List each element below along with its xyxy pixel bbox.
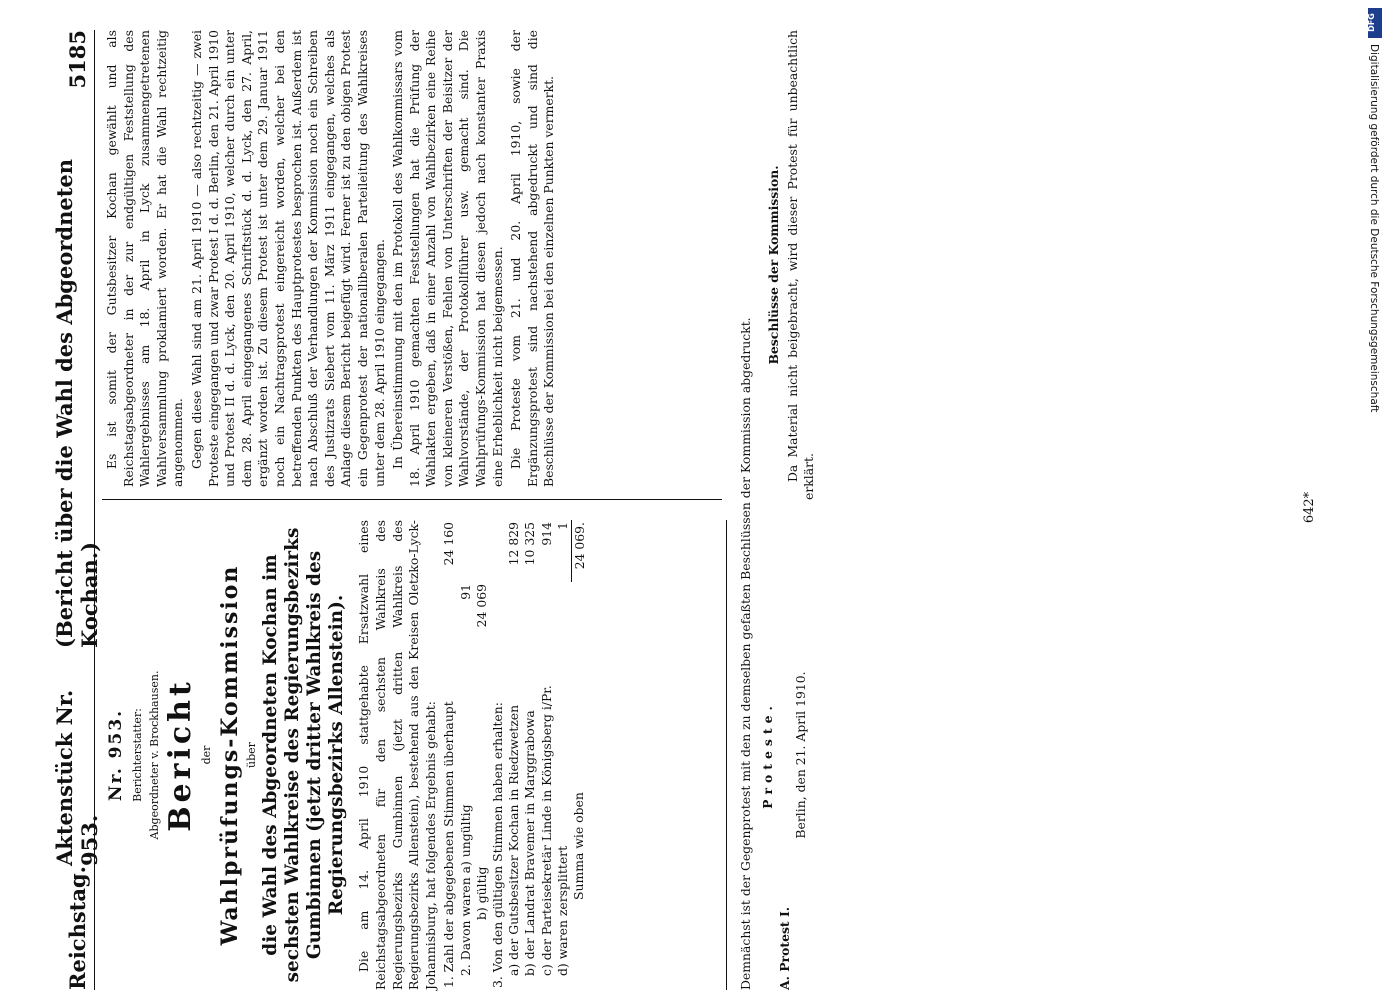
dfg-credit: Digitalisierung gefördert durch die Deutsche Forschungsgemeinschaft (1368, 44, 1380, 413)
page-header (52, 30, 102, 990)
protest1-title: A. Protest I. (776, 906, 792, 990)
header-right: (Bericht über die Wahl des Abgeordneten Kochan.) (52, 158, 102, 648)
column-divider (726, 520, 727, 990)
paragraph: Es ist somit der Gutsbesitzer Kochan gewählt und als Reichstagsabgeordneter in der zur endgültigen Feststellung des Wahlergebnisses am 18. April in Lyck zusammengetretenen Wahlversammlung proklamiert worden. Er hat die Wahl rechtzeitig angenommen. (104, 30, 186, 487)
table-row: 2. Davon waren a) ungültig 91 (457, 584, 473, 976)
header-page-number: 5185 (64, 30, 90, 89)
table-row: d) waren zersplittert 1 (554, 522, 570, 976)
full-width-note (736, 30, 757, 990)
dfg-logo: DFG (1368, 8, 1382, 38)
commission-decisions (766, 30, 820, 500)
reporter-name: Abgeordneter v. Brockhausen. (147, 670, 161, 840)
decision-text: Da Material nicht beigebracht, wird dieser Protest für unbeachtlich erklärt. (784, 30, 817, 500)
reporter-label: Berichterstatter: (131, 708, 144, 802)
rotated-document-page (52, 30, 880, 990)
table-row: c) der Parteisekretär Linde in Königsberg i/Pr. 914 (538, 522, 554, 976)
after-table-note: Demnächst ist der Gegenprotest mit den zu demselben gefaßten Beschlüssen der Kommission abgedruckt. (738, 317, 753, 990)
protests-section (760, 520, 810, 990)
header-center: Aktenstück Nr. 953. (52, 689, 102, 867)
intro-paragraph: Die am 14. April 1910 stattgehabte Ersatzwahl eines Reichstagsabgeordneten für den sechsten Wahlkreis des Regierungsbezirks Gumbinnen (jetzt dritten Wahlkreis des Regierungsbezirks Allenstein), bestehend aus den Kreisen Oletzko-Lyck-Johannisburg, hat folgendes Ergebnis gehabt: (356, 520, 438, 990)
left-column (102, 520, 722, 990)
table-row: 1. Zahl der abgegebenen Stimmen überhaupt 24 160 (441, 522, 457, 988)
results-table (441, 520, 588, 990)
table-row: a) der Gutsbesitzer Kochan in Riedzwetzen 12 829 (506, 522, 522, 976)
document-number: Nr. 953. (106, 708, 126, 802)
footer-page-number: 642* (1302, 491, 1318, 524)
table-row-total: Summa wie oben 24 069. (571, 522, 587, 900)
ueber-label: über (244, 742, 258, 768)
table-row: b) der Landrat Bravemer in Marggrabowa 10 325 (522, 522, 538, 976)
header-left: Reichstag. (64, 866, 90, 990)
right-column (102, 30, 722, 500)
protests-heading: Proteste. (760, 701, 775, 809)
report-subject: die Wahl des Abgeordneten Kochan im sechsten Wahlkreise des Regierungsbezirks Gumbinnen (jetzt dritter Wahlkreis des Regierungsbezirks Allenstein). (260, 527, 348, 983)
protest1-dateline: Berlin, den 21. April 1910. (793, 671, 809, 839)
der-label: der (200, 745, 214, 765)
table-row: 3. Von den gültigen Stimmen haben erhalten: (489, 702, 505, 988)
table-row: b) gültig 24 069 (473, 584, 489, 920)
report-title: Bericht (163, 678, 199, 832)
paragraph: Gegen diese Wahl sind am 21. April 1910 — also rechtzeitig — zwei Proteste eingegangen und zwar Protest I d. d. Berlin, den 21. April 1910 und Protest II d. d. Lyck, den 20. April 1910, welcher durch ein unter dem 28. April eingegangenes Schriftstück d. d. Lyck, den 27. April, ergänzt worden ist. Zu diesem Protest ist unter dem 29. Januar 1911 noch ein Nachtragsprotest eingereicht worden, welcher bei den betreffenden Punkten des Hauptprotestes besprochen ist. Außerdem ist nach Abschluß der Verhandlungen der Kommission noch ein Schreiben des Justizrats Siebert vom 11. März 1911 eingegangen, welches als Anlage diesem Bericht beigefügt wird. Ferner ist zu den obigen Protest ein Gegenprotest der nationalliberalen Parteileitung des Wahlkreises unter dem 28. April 1910 eingegangen. (188, 30, 387, 487)
decisions-heading: Beschlüsse der Kommission. (766, 165, 781, 365)
paragraph: In Übereinstimmung mit den im Protokoll des Wahlkommissars vom 18. April 1910 gemachten Feststellungen hat die Prüfung der Wahlakten ergeben, daß in einer Anzahl von Wahlbezirken eine Reihe von kleineren Verstößen, Fehlen von Unterschriften der Beisitzer der Wahlvorstände, der Protokollführer usw. gemacht sind. Die Wahlprüfungs-Kommission hat diesen jedoch nach konstanter Praxis eine Erheblichkeit nicht beigemessen. (390, 30, 505, 487)
paragraph: Die Proteste vom 21. und 20. April 1910, sowie der Ergänzungsprotest sind nachstehend abgedruckt und sind die Beschlüsse der Kommission bei den einzelnen Punkten vermerkt. (508, 30, 557, 487)
commission-title: Wahlprüfungs-Kommission (216, 564, 243, 946)
